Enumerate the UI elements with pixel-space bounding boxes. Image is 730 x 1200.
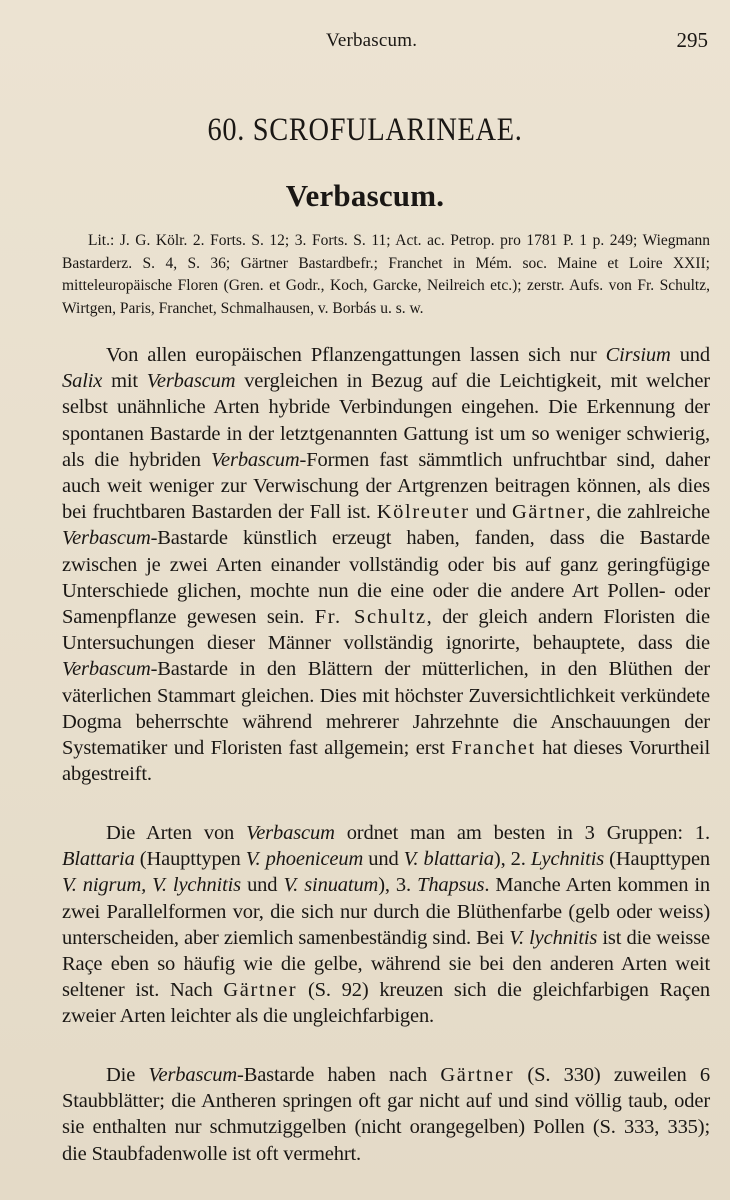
text-run: Die <box>106 1064 149 1086</box>
running-title: Verbascum. <box>326 30 418 51</box>
genus-name: Verbascum <box>62 527 151 550</box>
genus-name: Salix <box>62 370 103 393</box>
text-run: und <box>469 501 512 524</box>
literature-references: Lit.: J. G. Kölr. 2. Forts. S. 12; 3. Forts. S. 11; Act. ac. Petrop. pro 1781 P. 1 p. 249; Wiegmann Bastarderz. S. 4, S. 36; Gärtner Bastardbefr.; Franchet in Mém. soc. Maine et Loire XXII; mitteleuropäische Floren (Gren. et Godr., Koch, Garcke, Neilreich etc.); zerstr. Aufs. von Fr. Schultz, Wirtgen, Paris, Franchet, Schmalhausen, v. Borbás u. s. w. <box>62 232 710 317</box>
species-name: V. blattaria <box>403 848 494 871</box>
group-name: Thapsus <box>417 874 485 897</box>
text-run: . Manche Arten kommen in zwei Parallelformen vor, die sich nur durch die Blüthenfarbe (gelb oder weiss) unterscheiden, aber ziemlich samenbeständig sind. Bei <box>62 874 711 949</box>
family-heading: 60. SCROFULARINEAE. <box>207 112 523 148</box>
author-name: Franchet <box>451 737 536 760</box>
genus-name: Verbascum <box>148 1064 238 1086</box>
paragraph-stamens <box>62 1062 710 1167</box>
text-run: ), 2. <box>493 848 531 871</box>
text-run: und <box>670 344 710 366</box>
author-name: Gärtner <box>223 979 298 1002</box>
running-head <box>0 26 730 56</box>
species-name: V. sinuatum <box>283 874 379 897</box>
author-name: Fr. Schultz <box>314 606 427 629</box>
species-name: V. lychnitis <box>509 926 598 949</box>
group-name: Blattaria <box>62 848 135 871</box>
text-run: -Formen fast sämmtlich unfruchtbar sind, daher auch weit weniger zur Verwischung der Artgrenzen beitragen können, als dies bei fruchtbaren Bastarden der Fall ist. <box>62 448 711 524</box>
genus-name: Verbascum <box>62 658 151 681</box>
paragraph-hybrids-intro <box>62 342 710 787</box>
genus-heading: Verbascum. <box>285 178 445 213</box>
genus-name: Verbascum <box>210 448 300 471</box>
genus-name: Verbascum <box>246 822 335 844</box>
text-run: und <box>363 848 404 871</box>
text-run: (Haupttypen <box>604 848 710 871</box>
text-run: hat dieses Vorurtheil abgestreift. <box>62 737 710 786</box>
text-run: -Bastarde künstlich erzeugt haben, fanden, dass die Bastarde zwischen je zwei Arten einander vollständig oder bis auf ganz geringfügige Unterschiede glichen, mochte nun die eine oder die andere Art Pollen- oder Samenpflanze gewesen sein. <box>62 527 710 629</box>
genus-name: Verbascum <box>146 370 236 393</box>
text-run: , der gleich andern Floristen die Untersuchungen dieser Männer vollständig ignorirte, behauptete, dass die <box>62 606 710 655</box>
text-run: Die Arten von <box>106 822 247 844</box>
genus-name: Cirsium <box>605 344 671 366</box>
author-name: Kölreuter <box>376 501 470 524</box>
text-run: (S. 330) zuweilen 6 Staubblätter; die Antheren springen oft gar nicht auf und sind völlig taub, oder sie enthalten nur schmutziggelben (nicht orangegelben) Pollen (S. 333, 335); die Staubfadenwolle ist oft vermehrt. <box>62 1064 711 1165</box>
text-run: , die zahlreiche <box>585 501 710 524</box>
paragraph-species-groups <box>62 820 710 1030</box>
text-run: ), 3. <box>378 874 418 897</box>
text-run: Von allen europäischen Pflanzengattungen lassen sich nur <box>106 344 606 366</box>
page-number: 295 <box>676 28 708 52</box>
author-name: Gärtner <box>511 501 586 524</box>
species-name: V. nigrum, V. lychnitis <box>62 874 242 897</box>
text-run: und <box>241 874 284 897</box>
text-run: vergleichen in Bezug auf die Leichtigkeit, mit welcher selbst unähnliche Arten hybride Verbindungen eingehen. Die Erkennung der spontanen Bastarde in der letztgenannten Gattung ist um so weniger schwierig, als die hybriden <box>62 370 710 471</box>
author-name: Gärtner <box>440 1064 515 1086</box>
group-name: Lychnitis <box>530 848 605 871</box>
text-run: -Bastarde haben nach <box>237 1064 441 1086</box>
text-run: ordnet man am besten in 3 Gruppen: 1. <box>334 822 710 844</box>
text-run: (S. 92) kreuzen sich die gleichfarbigen Raçen zweier Arten leichter als die ungleichfarbigen. <box>62 979 710 1028</box>
text-run: -Bastarde in den Blättern der mütterlichen, in den Blüthen der väterlichen Stammart gleichen. Dies mit höchster Zuversichtlichkeit verkündete Dogma beherrschte während mehrerer Jahrzehnte die Anschauungen der Systematiker und Floristen fast allgemein; erst <box>62 658 710 760</box>
text-run: mit <box>102 370 147 393</box>
species-name: V. phoeniceum <box>245 848 364 871</box>
text-run: (Haupttypen <box>134 848 246 871</box>
text-run: ist die weisse Raçe eben so häufig wie die gelbe, während sie bei den anderen Arten weit seltener ist. Nach <box>62 926 710 1002</box>
